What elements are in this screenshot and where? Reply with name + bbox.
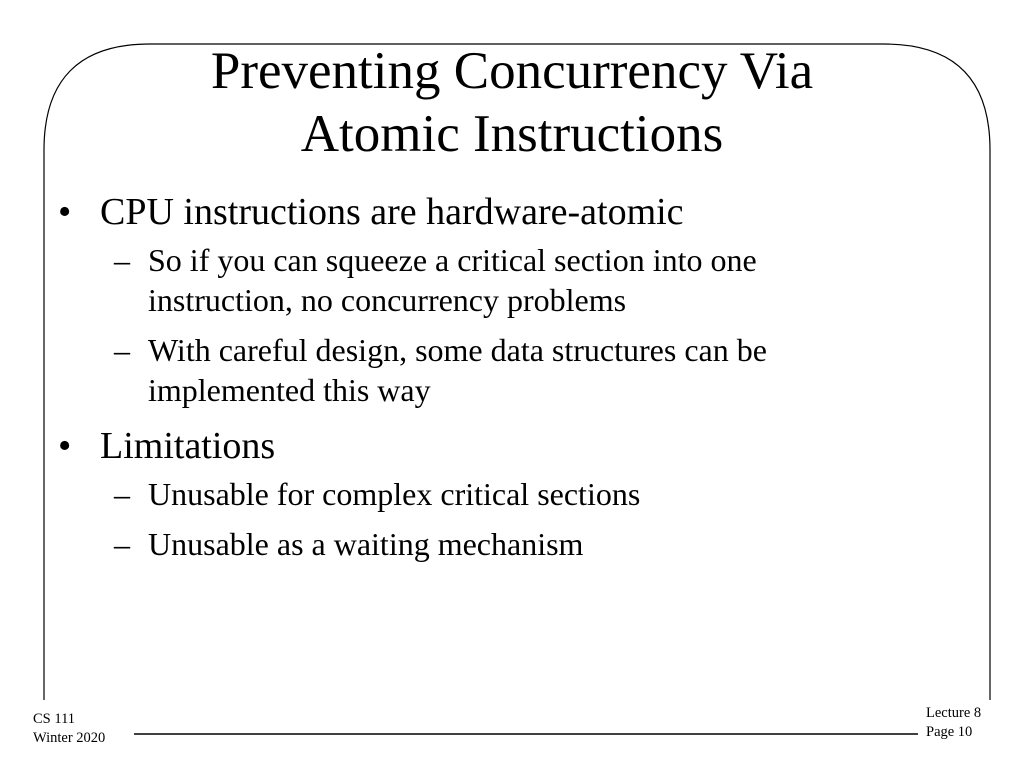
bullet-item: [56, 190, 956, 234]
footer-page-info: [926, 704, 981, 742]
sub-bullet-item: [56, 330, 956, 410]
bullet-text: CPU instructions are hardware-atomic: [100, 191, 684, 233]
sub-bullet-line: With careful design, some data structures can be: [148, 332, 767, 368]
bullet-list: [56, 190, 956, 574]
page-number: Page 10: [926, 724, 973, 740]
sub-bullet-line: implemented this way: [148, 372, 431, 408]
sub-bullet-line: instruction, no concurrency problems: [148, 282, 627, 318]
sub-bullet-line: Unusable as a waiting mechanism: [148, 526, 584, 562]
bullet-item: [56, 424, 956, 468]
dash-marker: –: [114, 332, 130, 368]
course-label: CS 111: [33, 711, 76, 727]
dash-marker: –: [114, 476, 130, 512]
footer-course-info: [33, 710, 105, 748]
title-line-2: Atomic Instructions: [300, 105, 724, 163]
bullet-marker: •: [58, 425, 72, 467]
sub-bullet-line: So if you can squeeze a critical section into one: [148, 242, 757, 278]
bullet-text: Limitations: [100, 425, 276, 467]
bullet-marker: •: [58, 191, 72, 233]
title-line-1: Preventing Concurrency Via: [210, 42, 814, 100]
sub-bullet-line: Unusable for complex critical sections: [148, 476, 641, 512]
dash-marker: –: [114, 526, 130, 562]
dash-marker: –: [114, 242, 130, 278]
term-label: Winter 2020: [33, 730, 106, 746]
slide-title: [0, 40, 1024, 166]
lecture-label: Lecture 8: [926, 705, 982, 721]
sub-bullet-item: [56, 474, 956, 514]
sub-bullet-item: [56, 524, 956, 564]
sub-bullet-item: [56, 240, 956, 320]
